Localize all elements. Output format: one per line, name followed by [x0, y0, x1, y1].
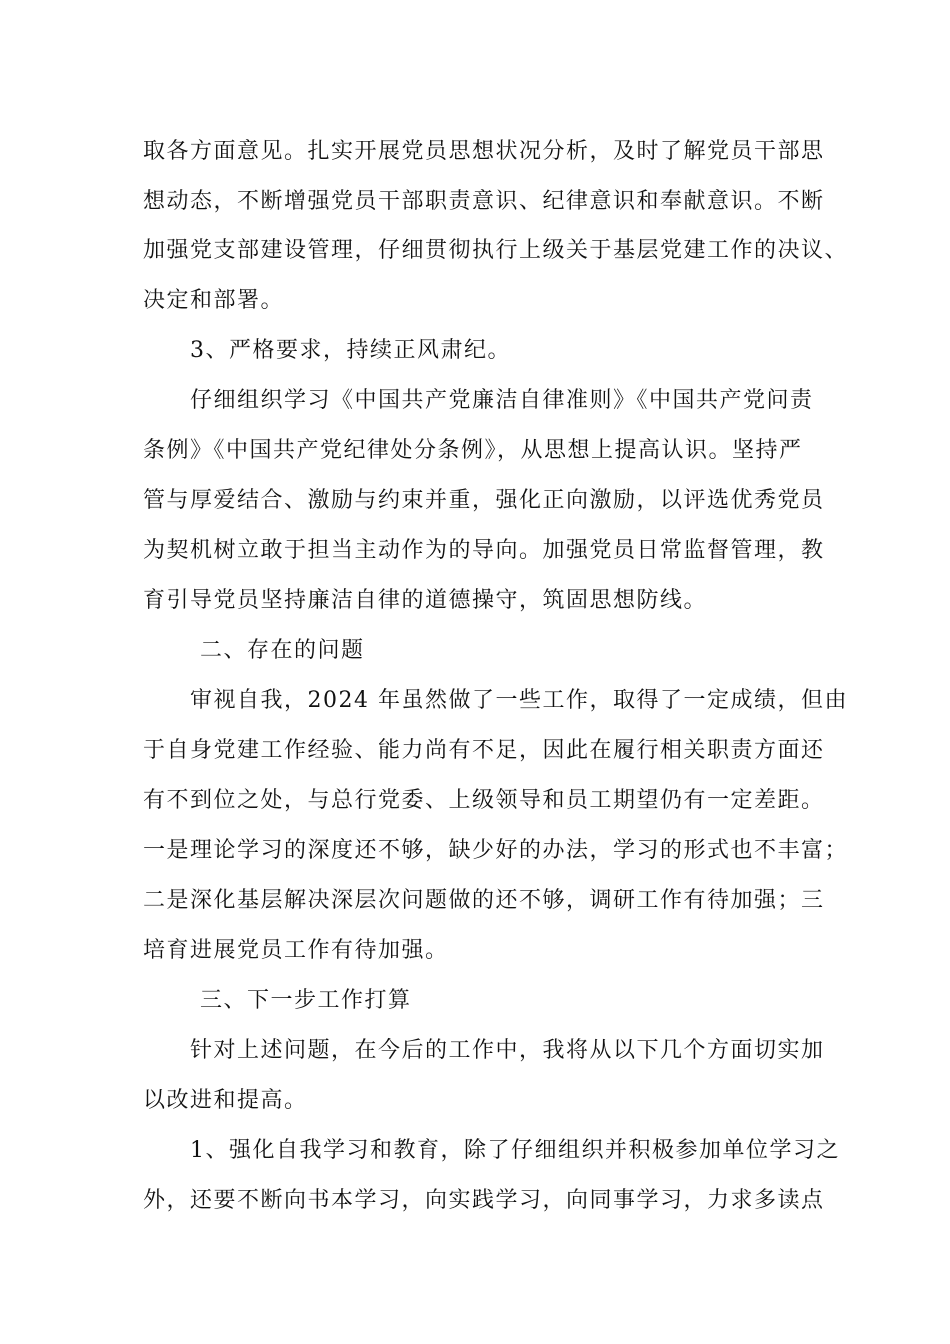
text-line: 仔细组织学习《中国共产党廉洁自律准则》《中国共产党问责 [190, 388, 814, 413]
text-line: 育引导党员坚持廉洁自律的道德操守，筑固思想防线。 [143, 588, 708, 613]
text-line: 取各方面意见。扎实开展党员思想状况分析，及时了解党员干部思 [143, 139, 825, 164]
text-line: 为契机树立敢于担当主动作为的导向。加强党员日常监督管理，教 [143, 538, 825, 563]
text-line: 于自身党建工作经验、能力尚有不足，因此在履行相关职责方面还 [143, 738, 825, 763]
text-line: 有不到位之处，与总行党委、上级领导和员工期望仍有一定差距。 [143, 788, 825, 813]
text-line: 条例》《中国共产党纪律处分条例》，从思想上提高认识。坚持严 [143, 438, 803, 463]
text-line: 审视自我，2024 年虽然做了一些工作，取得了一定成绩，但由 [190, 688, 848, 713]
text-line: 培育进展党员工作有待加强。 [143, 938, 449, 963]
text-line: 加强党支部建设管理，仔细贯彻执行上级关于基层党建工作的决议、 [143, 238, 849, 263]
text-line: 决定和部署。 [143, 288, 285, 313]
text-line: 1、强化自我学习和教育，除了仔细组织并积极参加单位学习之 [190, 1138, 840, 1163]
section-subheading: 3、严格要求，持续正风肃纪。 [190, 338, 511, 363]
text-line: 以改进和提高。 [143, 1088, 308, 1113]
text-line: 外，还要不断向书本学习，向实践学习，向同事学习，力求多读点 [143, 1188, 825, 1213]
text-line: 针对上述问题，在今后的工作中，我将从以下几个方面切实加 [190, 1038, 825, 1063]
section-heading: 三、下一步工作打算 [200, 988, 412, 1013]
text-line: 一是理论学习的深度还不够，缺少好的办法，学习的形式也不丰富； [143, 838, 849, 863]
section-heading: 二、存在的问题 [200, 638, 365, 663]
text-line: 管与厚爱结合、激励与约束并重，强化正向激励，以评选优秀党员 [143, 488, 825, 513]
text-line: 想动态，不断增强党员干部职责意识、纪律意识和奉献意识。不断 [143, 189, 825, 214]
text-line: 二是深化基层解决深层次问题做的还不够，调研工作有待加强；三 [143, 888, 825, 913]
